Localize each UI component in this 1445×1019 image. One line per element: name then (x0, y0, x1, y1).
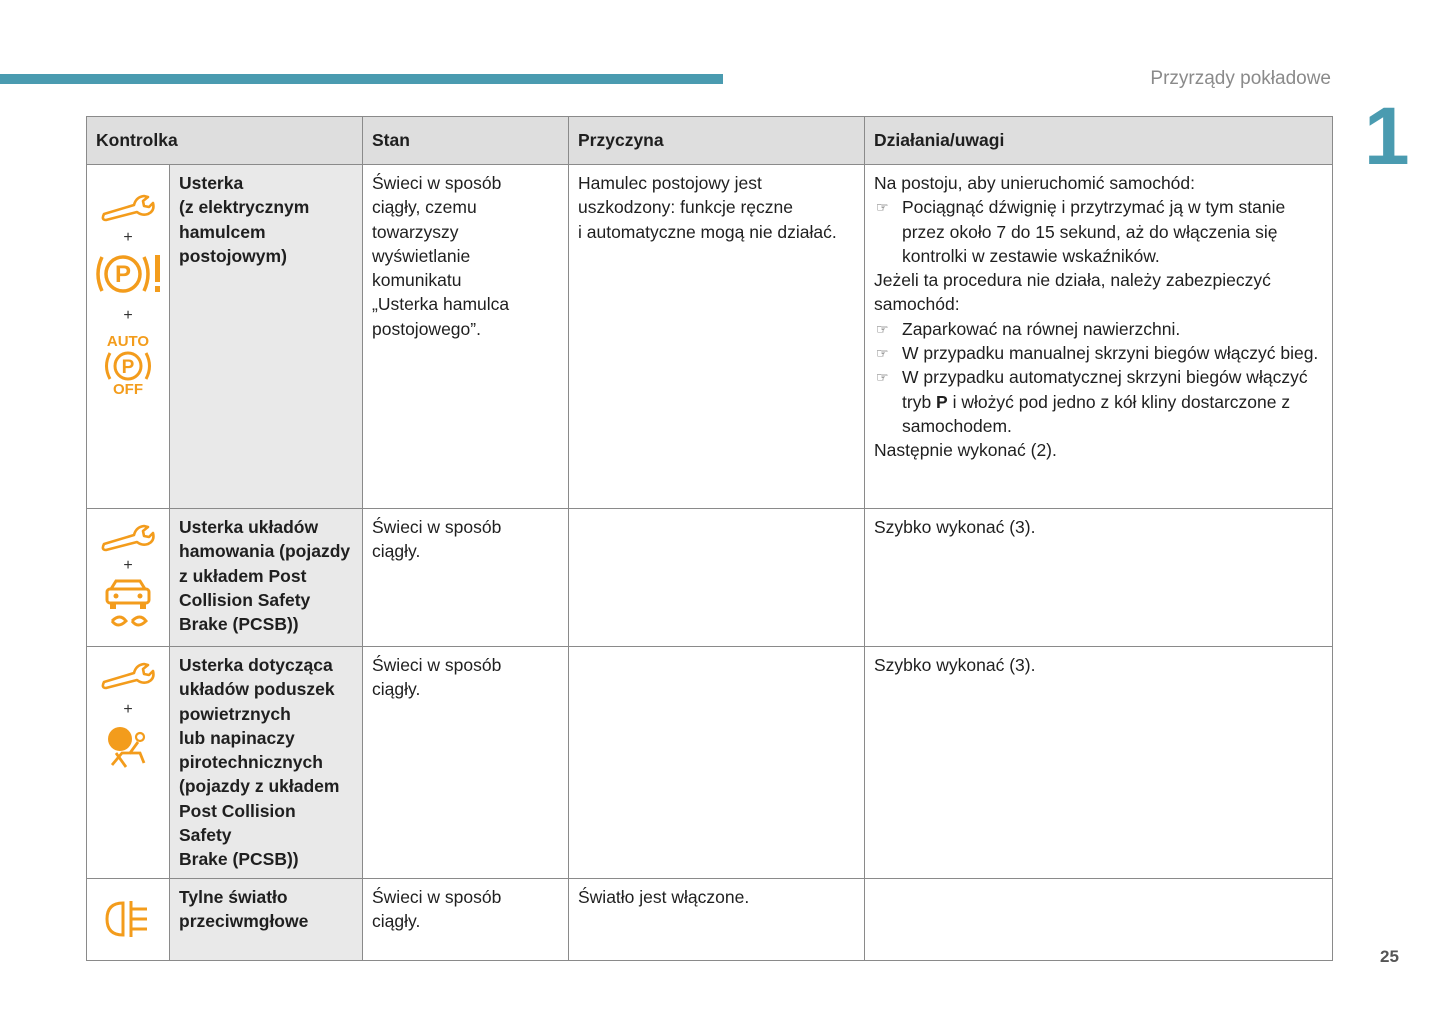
state-line: ciągły. (372, 910, 421, 931)
row-state (363, 878, 569, 960)
row-icons (87, 509, 170, 647)
col-header-dzialania: Działania/uwagi (865, 117, 1333, 165)
list-item: ☞ Zaparkować na równej nawierzchni. (874, 317, 1323, 341)
page-number: 25 (1380, 947, 1399, 966)
row-icons (87, 647, 170, 879)
svg-text:P: P (114, 261, 132, 288)
actions-text: Szybko wykonać (3). (874, 655, 1036, 675)
row-name (170, 647, 363, 879)
row-cause (569, 509, 865, 647)
name-line: przeciwmgłowe (179, 910, 309, 931)
table-row (87, 165, 1333, 509)
name-line: Collision Safety (179, 589, 311, 610)
wrench-icon (98, 655, 158, 695)
pcsb-icon (98, 577, 158, 633)
col-header-stan: Stan (363, 117, 569, 165)
section-title: Przyrządy pokładowe (1150, 68, 1331, 89)
row-name (170, 165, 363, 509)
actions-intro: Na postoju, aby unieruchomić samochód: (874, 173, 1196, 193)
pointing-hand-icon: ☞ (876, 199, 889, 216)
state-line: postojowego”. (372, 318, 481, 339)
plus-sign: + (123, 557, 133, 574)
actions-list (874, 317, 1323, 438)
state-line: Świeci w sposób (372, 655, 502, 675)
row-state (363, 509, 569, 647)
table-header-row (87, 117, 1333, 165)
row-icons (87, 165, 170, 509)
state-line: ciągły, czemu (372, 197, 477, 218)
state-line: „Usterka hamulca (372, 294, 510, 315)
table-row (87, 878, 1333, 960)
row-actions (865, 878, 1333, 960)
name-line: Usterka układów (179, 517, 319, 537)
name-line: Usterka dotycząca (179, 655, 333, 675)
row-state (363, 647, 569, 879)
top-accent-bar (0, 74, 723, 84)
state-line: Świeci w sposób (372, 517, 502, 537)
pointing-hand-icon: ☞ (876, 345, 889, 362)
name-line: Tylne światło (179, 886, 288, 907)
cause-line: Hamulec postojowy jest (578, 173, 762, 193)
plus-sign: + (123, 229, 133, 246)
actions-list (874, 195, 1323, 268)
off-label: OFF (113, 381, 143, 397)
plus-sign: + (123, 307, 133, 324)
chapter-number: 1 (1364, 91, 1410, 182)
row-name (170, 878, 363, 960)
name-line: hamulcem (179, 221, 266, 242)
state-line: towarzyszy (372, 221, 459, 242)
airbag-icon (100, 723, 156, 773)
auto-label: AUTO (106, 333, 150, 350)
table-row (87, 509, 1333, 647)
col-header-kontrolka: Kontrolka (87, 117, 363, 165)
row-actions (865, 509, 1333, 647)
name-line: Brake (PCSB)) (179, 614, 299, 635)
warning-lights-table (86, 116, 1333, 961)
parking-brake-warning-icon (92, 251, 164, 297)
list-item: ☞ W przypadku manualnej skrzyni biegów włączyć bieg. (874, 341, 1323, 365)
name-line: lub napinaczy (179, 727, 295, 748)
name-line: pirotechnicznych (179, 752, 323, 773)
row-name (170, 509, 363, 647)
name-line: hamowania (pojazdy (179, 541, 351, 562)
name-line: powietrznych (179, 703, 291, 724)
list-item: ☞ W przypadku automatycznej skrzyni biegów włączyć tryb P i włożyć pod jedno z kół kliny dostarczone z samochodem. (876, 367, 1308, 436)
state-line: ciągły. (372, 541, 421, 562)
actions-text: Szybko wykonać (3). (874, 517, 1036, 537)
row-cause (569, 165, 865, 509)
row-state (363, 165, 569, 509)
cause-line: uszkodzony: funkcje ręczne (578, 197, 793, 218)
plus-sign: + (123, 701, 133, 718)
row-actions (865, 647, 1333, 879)
col-header-przyczyna: Przyczyna (569, 117, 865, 165)
state-line: ciągły. (372, 679, 421, 700)
wrench-icon (98, 517, 158, 557)
name-line: (pojazdy z układem (179, 776, 340, 797)
auto-p-off-icon (98, 331, 158, 397)
state-line: Świeci w sposób (372, 173, 502, 193)
name-line: Brake (PCSB)) (179, 849, 299, 870)
svg-text:P: P (121, 357, 135, 378)
list-item: ☞ Pociągnąć dźwignię i przytrzymać ją w tym stanie przez około 7 do 15 sekund, aż do włączenia się kontrolki w zestawie wskaźników. (876, 197, 1286, 266)
pointing-hand-icon: ☞ (876, 369, 889, 386)
wrench-icon (98, 187, 158, 227)
name-line: z układem Post (179, 565, 307, 586)
state-line: komunikatu (372, 270, 462, 291)
actions-outro: Następnie wykonać (2). (874, 440, 1057, 461)
pointing-hand-icon: ☞ (876, 320, 889, 337)
name-line: Usterka (179, 173, 244, 193)
name-line: Post Collision Safety (179, 800, 296, 846)
row-icons (87, 878, 170, 960)
row-cause (569, 647, 865, 879)
table-row (87, 647, 1333, 879)
row-cause (569, 878, 865, 960)
state-line: Świeci w sposób (372, 886, 502, 907)
actions-middle: Jeżeli ta procedura nie działa, należy zabezpieczyć samochód: (874, 270, 1271, 315)
name-line: układów poduszek (179, 679, 335, 700)
name-line: postojowym) (179, 245, 287, 266)
state-line: wyświetlanie (372, 245, 471, 266)
cause-line: i automatyczne mogą nie działać. (578, 221, 837, 242)
row-actions (865, 165, 1333, 509)
rear-fog-light-icon (103, 897, 153, 941)
cause-line: Światło jest włączone. (578, 886, 750, 907)
name-line: (z elektrycznym (179, 197, 310, 218)
